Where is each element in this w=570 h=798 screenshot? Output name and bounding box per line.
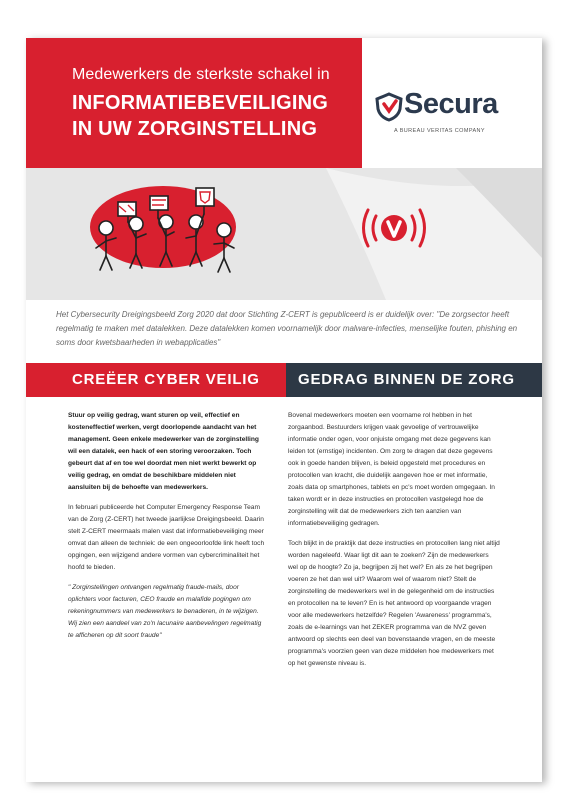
header-title-line2: IN UW ZORGINSTELLING: [72, 118, 318, 140]
logo-brand: Secura: [404, 88, 498, 120]
header-title-line1: INFORMATIEBEVEILIGING: [72, 92, 329, 114]
header-banner: [26, 38, 362, 168]
people-with-signs-illustration: [78, 178, 248, 278]
right-column: [288, 410, 500, 678]
left-lead-paragraph: Stuur op veilig gedrag, want sturen op veil, effectief en kosteneffectief werken, vergt doorlopende aandacht van het management. Geen enkele medewerker van de zorginstelling wil een datalek, een hack of een storing veroorzaken. Toch gebeurt dat af en toe wel doordat men niet werkt bewerkt op veilig gedrag, en omdat de beschikbare middelen niet aansluiten bij de behoefte van medewerkers.: [68, 412, 259, 491]
right-paragraph-2: Toch blijkt in de praktijk dat deze instructies en protocollen lang niet altijd worden nageleefd. Waar ligt dit aan te zoeken? Zijn de medewerkers wel op de hoogte? Zo ja, begrijpen zij het wel? En als ze het begrijpen voeren ze het dan wel uit? Waarom wel of waarom niet? Stelt de zorginstelling de medewerkers wel in de gelegenheid om de instructies en protocollen na te leven? En is het antwoord op voorgaande vragen voor alle medewerkers hetzelfde? Regelen 'Awareness' programma's, zoals de e-learnings van het ZEKER programma van de NVZ geven antwoord op slechts een deel van bovenstaande vragen, en de meeste programma's voorzien geen van deze middelen hoe medewerkers met op het gewenste niveau is.: [288, 540, 500, 667]
section-heading-right-text: GEDRAG BINNEN DE ZORG: [298, 371, 515, 388]
intro-text: Het Cybersecurity Dreigingsbeeld Zorg 2020 dat door Stichting Z-CERT is gepubliceerd is er duidelijk over: "De zorgsector heeft regelmatig te maken met datalekken. Deze datalekken komen voornamelijk door malware-infecties, menselijke fouten, phishing en soms door kwetsbaarheden in webapplicaties": [56, 310, 518, 347]
left-body-paragraph: In februari publiceerde het Computer Emergency Response Team van de Zorg (Z-CERT) het tweede jaarlijkse Dreigingsbeeld. Daarin stelt Z-CERT meermaals malen vast dat informatiebeveiliging meer omvat dan alleen de techniek: de een ongeoorloofde link heeft toch opgingen, een wijzigend andere vormen van cybercriminaliteit het hoofd te bieden.: [68, 504, 265, 571]
brochure-page: [26, 38, 542, 782]
header-subtitle: Medewerkers de sterkste schakel in: [72, 66, 330, 83]
logo-tagline: A BUREAU VERITAS COMPANY: [394, 128, 485, 134]
right-paragraph-1: Bovenal medewerkers moeten een voorname rol hebben in het zorgaanbod. Bestuurders krijgen vaak gevoelige of vertrouwelijke informatie onder ogen, voor onjuiste omgang met deze gegevens kan leiden tot (ernstige) incidenten. Om zorg te dragen dat deze gegevens ook in goede handen blijven, is beleid opgesteld met procedures en protocollen van kracht, die duidelijk aangeven hoe er met informatie, zoals data op smartphones, tablets en pc's moet worden omgegaan. In taken wordt er in deze instructies en protocollen vastgelegd hoe de zorginstelling wilt dat de medewerkers zich ten aanzien van informatiebeveiliging gedragen.: [288, 412, 495, 527]
left-quote-paragraph: " Zorginstellingen ontvangen regelmatig fraude-mails, door oplichters voor facturen, CEO fraude en malafide pogingen om rekeningnummers van medewerkers te benaderen, in te wijzigen. Wij zien een aandeel van zo'n lacunaire aanbevelingen regelmatig te afficheren op dit soort fraude": [68, 584, 262, 639]
secura-shield-logo-icon: [374, 92, 404, 122]
heart-alarm-icon: [354, 198, 434, 258]
secura-logo: [374, 88, 534, 148]
section-heading-left: [26, 363, 286, 397]
section-heading-right: [286, 363, 542, 397]
section-heading-left-text: CREËER CYBER VEILIG: [72, 371, 260, 388]
left-column: [68, 410, 268, 650]
